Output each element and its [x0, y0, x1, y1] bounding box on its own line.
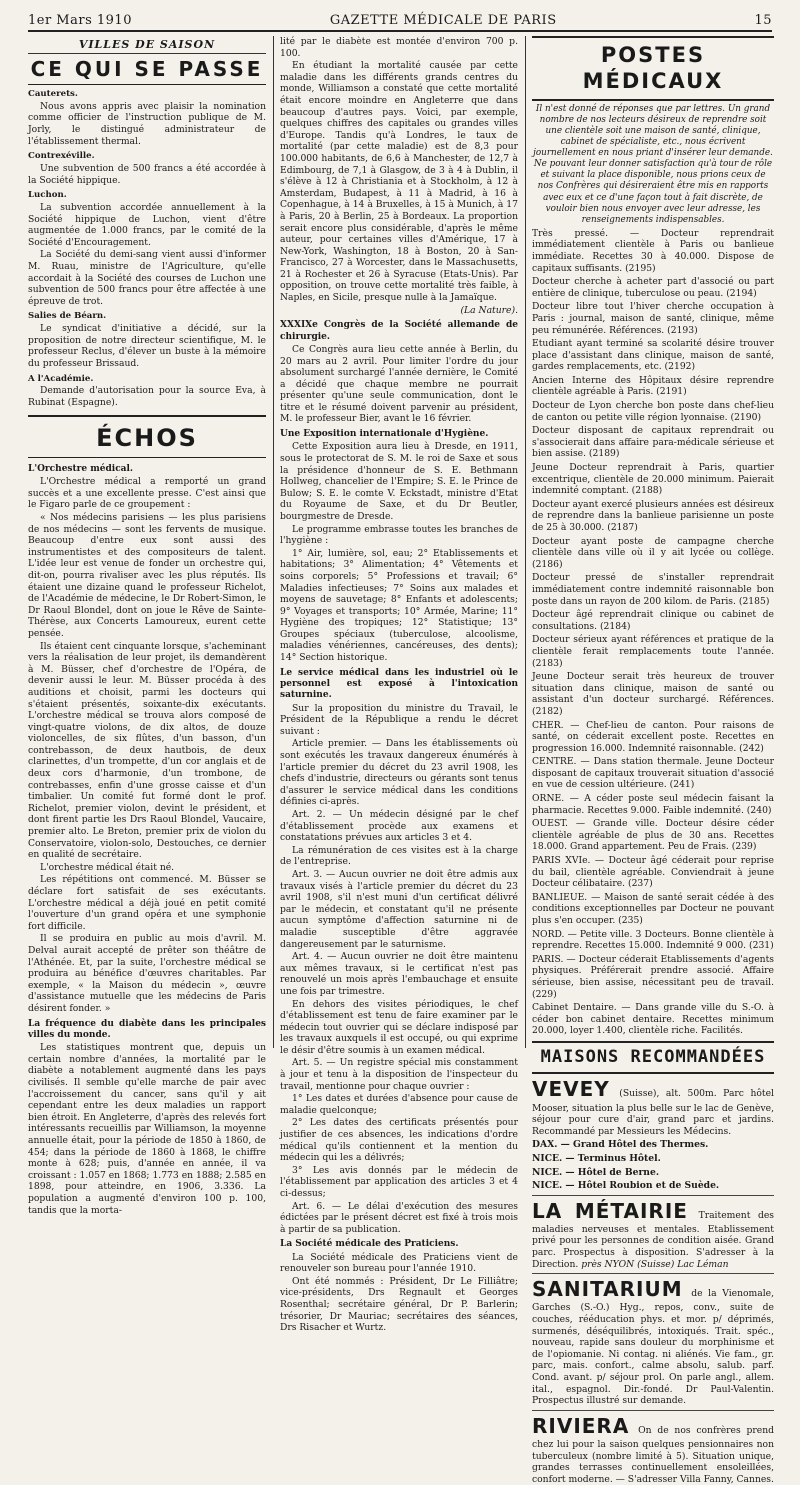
- article-heading: La Société médicale des Praticiens.: [280, 1239, 459, 1250]
- divider: [532, 1195, 774, 1196]
- paragraph: 3° Les avis donnés par le médecin de l'établissement par application des articles 3 et 4 ci-dessus;: [280, 1164, 518, 1199]
- column-left: [28, 36, 266, 1216]
- classified-ad: CENTRE. — Dans station thermale. Jeune Docteur disposant de capitaux trouverait situation d'associé en vue de cession ultérieure. (241): [532, 756, 774, 791]
- paragraph: Art. 6. — Le délai d'exécution des mesures édictées par le présent décret est fixé à trois mois à partir de sa publication.: [280, 1200, 518, 1235]
- vevey-text: (Suisse), alt. 500m. Parc hôtel Mooser, situation la plus belle sur le lac de Genève, séjour pour cure d'air, grand parc et jardins. Recommandé par Messieurs les Médecins.: [532, 1088, 774, 1137]
- paragraph: En dehors des visites périodiques, le chef d'établissement est tenu de faire examiner par le médecin tout ouvrier qui se déclare indisposé par les travaux auxquels il est occupé, ou qui exprime le désir d'être soumis à un examen médical.: [280, 998, 518, 1056]
- section-kicker: VILLES DE SAISON: [28, 38, 266, 54]
- paragraph: La subvention accordée annuellement à la Société hippique de Luchon, vient d'être augmentée de 1.000 francs, par le comité de la Société d'Encouragement.: [28, 202, 266, 248]
- nice-ad: NICE. — Hôtel de Berne.: [532, 1166, 660, 1178]
- paragraph: Il se produira en public au mois d'avril. M. Delval aurait accepté de prêter son théâtre de l'Athénée. Et, par la suite, l'orchestre médical se produira au bénéfice d'œuvres charitables. Par exemple, « la Maison du médecin », œuvre d'assistance mutuelle que les médecins de Paris désirent fonder. »: [28, 933, 266, 1014]
- paragraph: 2° Les dates des certificats présentés pour justifier de ces absences, les indications d'ordre médical qu'ils contiennent et la mention du médecin qui les a délivrés;: [280, 1117, 518, 1164]
- divider: [532, 1410, 774, 1411]
- paragraph: Ils étaient cent cinquante lorsque, s'acheminant vers la réalisation de leur projet, ils demandèrent à M. Büsser, chef d'orchestre de l'Opéra, de devenir aussi le leur. M. Büsser procéda à des auditions et choisit, parmi les docteurs qui s'étaient présentés, soixante-dix exécutants. L'orchestre médical se trouva alors composé de vingt-quatre violons, de dix altos, de douze violoncelles, de six flûtes, d'un basson, d'un contrebasson, de deux hautbois, de deux clarinettes, d'un trompette, d'un cor anglais et de deux cors d'harmonie, d'un trombone, de contrebasses, enfin d'une grosse caisse et d'un timbalier. Un comité fut formé dont le prof. Richelot, premier violon, devint le président, et dont firent partie les Drs Raoul Blondel, Vaucaire, premier alto. Le Breton, premier prix de violon du Conservatoire, violon-solo, Destouches, ce dernier en qualité de secrétaire.: [28, 640, 266, 861]
- header-rule: [28, 30, 772, 32]
- divider: [532, 1273, 774, 1274]
- paragraph: Demande d'autorisation pour la source Eva, à Rubinat (Espagne).: [28, 385, 266, 409]
- page-number: 15: [754, 13, 772, 28]
- classified-ad: Etudiant ayant terminé sa scolarité désire trouver place d'assistant dans clinique, maison de santé, gardes remplacements, etc. (2192): [532, 338, 774, 373]
- paragraph: En étudiant la mortalité causée par cette maladie dans les différents grands centres du monde, Williamson a constaté que cette mortalité était encore moindre en Angleterre que dans beaucoup d'autres pays. Voici, par exemple, quelques chiffres des capitales ou grandes villes d'Europe. Tandis qu'à Londres, le taux de mortalité (par cette maladie) est de 8,3 pour 100.000 habitants, de 6,6 à Manchester, de 12,7 à Edimbourg, de 7,1 à Glasgow, de 3 à 4 à Dublin, il s'élève à 12 à Christiania et à Stockholm, à 12 à Amsterdam, Budapest, à 11 à Madrid, à 16 à Copenhague, à 14 à Bruxelles, à 15 à Munich, à 17 à Paris, 20 à Berlin, 25 à Bordeaux. La proportion serait encore plus considérable, d'après le même auteur, pour certaines villes d'Amérique, 17 à New-York, Washington, 18 à Boston, 20 à San-Francisco, 27 à Worcester, dans le Massachusetts, 21 à Rochester et 26 à Syracuse (Etats-Unis). Par opposition, on trouve cette mortalité très faible, à Naples, en Sicile, presque nulle à la Jamaïque.: [280, 60, 518, 304]
- lametairie-place: près NYON (Suisse) Lac Léman: [581, 1258, 729, 1270]
- sanitarium-ad: [532, 1277, 774, 1407]
- classified-ad: Docteur ayant poste de campagne cherche clientèle dans ville où il y ait lycée ou collège. (2186): [532, 535, 774, 570]
- article-heading: Le service médical dans les industriel où le personnel est exposé à l'intoxication saturnine.: [280, 667, 518, 701]
- nice-ad: NICE. — Terminus Hôtel.: [532, 1152, 661, 1164]
- classified-ad: Ancien Interne des Hôpitaux désire reprendre clientèle agréable à Paris. (2191): [532, 374, 774, 398]
- article-heading: La fréquence du diabète dans les principales villes du monde.: [28, 1018, 266, 1040]
- vevey-ad: [532, 1077, 774, 1137]
- classified-ad: Cabinet Dentaire. — Dans grande ville du S.-O. à céder bon cabinet dentaire. Recettes minimum 20.000, loyer 1.400, clientèle riche. Facilités.: [532, 1002, 774, 1037]
- paragraph: Une subvention de 500 francs a été accordée à la Société hippique.: [28, 163, 266, 186]
- article-heading: XXXIXe Congrès de la Société allemande de chirurgie.: [280, 320, 518, 342]
- paragraph: Ont été nommés : Président, Dr Le Filliâtre; vice-présidents, Drs Regnault et Georges Rosenthal; secrétaire général, Dr P. Barlerin; trésorier, Dr Mauriac; secrétaires des séances, Drs Risacher et Wurtz.: [280, 1275, 518, 1334]
- classified-ad: Docteur cherche à acheter part d'associé ou part entière de clinique, tuberculose ou peau. (2194): [532, 276, 774, 299]
- dax-ad: DAX. — Grand Hôtel des Thermes.: [532, 1139, 709, 1151]
- maisons-recommandees-title: MAISONS RECOMMANDÉES: [532, 1041, 774, 1074]
- classified-ad: Jeune Docteur reprendrait à Paris, quartier excentrique, clientèle de 20.000 minimum. Paierait indemnité comptant. (2188): [532, 462, 774, 497]
- paragraph: Art. 3. — Aucun ouvrier ne doit être admis aux travaux visés à l'article premier du décret du 23 avril 1908, s'il n'est muni d'un certificat délivré par le médecin, et constatant qu'il ne présente aucun symptôme d'affection saturnine ni de maladie susceptible d'être aggravée dangereusement par le saturnisme.: [280, 868, 518, 950]
- paragraph: Nous avons appris avec plaisir la nomination comme officier de l'instruction publique de M. Jorly, le distingué administrateur de l'établissement thermal.: [28, 100, 266, 147]
- classified-ad: Docteur pressé de s'installer reprendrait immédiatement contre indemnité raisonnable bon poste dans un rayon de 200 kilom. de Paris. (2185): [532, 572, 774, 607]
- classified-ad: Jeune Docteur serait très heureux de trouver situation dans clinique, maison de santé ou assistant d'un docteur surchargé. Références. (2182): [532, 671, 774, 717]
- vevey-brand: VEVEY: [532, 1077, 610, 1102]
- paragraph: La Société du demi-sang vient aussi d'informer M. Ruau, ministre de l'Agriculture, qu'elle accordait à la Société des courses de Luchon une subvention de 500 francs pour être affectée à une épreuve de trot.: [28, 249, 266, 307]
- classified-ad: NORD. — Petite ville. 3 Docteurs. Bonne clientèle à reprendre. Recettes 15.000. Indemnité 9 000. (231): [532, 928, 774, 952]
- rubric-heading: Contrexéville.: [28, 151, 95, 162]
- column-divider: [273, 36, 274, 1048]
- paragraph: lité par le diabète est montée d'environ 700 p. 100.: [280, 36, 518, 59]
- paragraph: La Société médicale des Praticiens vient de renouveler son bureau pour l'année 1910.: [280, 1251, 518, 1275]
- classified-ad: Docteur ayant exercé plusieurs années est désireux de reprendre dans la banlieue parisienne un poste de 25 à 30.000. (2187): [532, 498, 774, 534]
- rubric-heading: A l'Académie.: [28, 373, 94, 384]
- column-right: [532, 36, 775, 1485]
- classified-ad: OUEST. — Grande ville. Docteur désire céder clientèle agréable de plus de 30 ans. Recettes 18.000. Grand appartement. Peu de Frais. (239): [532, 818, 774, 853]
- classified-ad: PARIS. — Docteur céderait Etablissements d'agents physiques. Préférerait prendre associé. Affaire sérieuse, bien assise, nécessitant peu de travail. (229): [532, 953, 774, 1000]
- paragraph: L'Orchestre médical a remporté un grand succès et a une excellente presse. C'est ainsi que le Figaro parle de ce groupement :: [28, 476, 266, 511]
- paragraph: 1° Air, lumière, sol, eau; 2° Etablissements et habitations; 3° Alimentation; 4° Vêtements et soins corporels; 5° Professions et travail; 6° Maladies infectieuses; 7° Soins aux malades et moyens de sauvetage; 8° Enfants et adolescents; 9° Voyages et transports; 10° Armée, Marine; 11° Hygiène des tropiques; 12° Statistique; 13° Groupes spéciaux (tuberculose, alcoolisme, maladies vénériennes, cancéreuses, des dents); 14° Section historique.: [280, 547, 518, 664]
- classified-ad: Docteur libre tout l'hiver cherche occupation à Paris : journal, maison de santé, clinique, même peu rémunérée. Références. (2193): [532, 301, 774, 336]
- sanitarium-brand: SANITARIUM: [532, 1277, 683, 1302]
- paragraph: « Nos médecins parisiens — les plus parisiens de nos médecins — sont les fervents de musique. Beaucoup d'entre eux sont aussi des instrumentistes et des compositeurs de talent. L'idée leur est venue de fonder un orchestre qui, dit-on, pourra rivaliser avec les plus réputés. Ils étaient une dizaine quand le professeur Richelot, de l'Académie de médecine, le Dr Robert-Simon, le Dr Raoul Blondel, dont on joue le Rêve de Sainte-Thérèse, aux Concerts Lamoureux, eurent cette pensée.: [28, 512, 266, 639]
- paragraph: Ce Congrès aura lieu cette année à Berlin, du 20 mars au 2 avril. Pour limiter l'ordre du jour absolument surchargé l'année dernière, le Comité a décidé que chaque membre ne pourrait présenter qu'une seule communication, dont le titre et le résumé doivent parvenir au président, M. le professeur Bier, avant le 16 février.: [280, 343, 518, 425]
- paragraph: Cette Exposition aura lieu à Dresde, en 1911, sous le protectorat de S. M. le roi de Saxe et sous la présidence d'honneur de S. E. Bethmann Hollweg, chancelier de l'Empire; S. E. le Prince de Bulow; S. E. le comte V. Eckstadt, ministre d'Etat du Royaume de Saxe, et du Dr Beutler, bourgmestre de Dresde.: [280, 441, 518, 522]
- paragraph: Le programme embrasse toutes les branches de l'hygiène :: [280, 523, 518, 547]
- riviera-brand: RIVIERA: [532, 1413, 630, 1438]
- issue-date: 1er Mars 1910: [28, 13, 132, 28]
- classified-ad: BANLIEUE. — Maison de santé serait cédée à des conditions exceptionnelles par Docteur ne pouvant plus s'en occuper. (235): [532, 891, 774, 927]
- rubric-heading: Cauterets.: [28, 89, 78, 100]
- riviera-ad: [532, 1414, 774, 1485]
- classified-ad: Docteur âgé reprendrait clinique ou cabinet de consultations. (2184): [532, 609, 774, 632]
- paragraph: Article premier. — Dans les établissements où sont exécutés les travaux dangereux énumérés à l'article premier du décret du 23 avril 1908, les chefs d'industrie, directeurs ou gérants sont tenus d'assurer le service médical dans les conditions définies ci-après.: [280, 738, 518, 808]
- nice-ad: NICE. — Hôtel Roubion et de Suède.: [532, 1180, 720, 1192]
- rubric-heading: Luchon.: [28, 190, 67, 201]
- paragraph: Art. 4. — Aucun ouvrier ne doit être maintenu aux mêmes travaux, si le certificat n'est pas renouvelé un mois après l'embauchage et ensuite une fois par trimestre.: [280, 951, 518, 997]
- echos-title: ÉCHOS: [28, 415, 266, 458]
- postes-intro: Il n'est donné de réponses que par lettres. Un grand nombre de nos lecteurs désireux de reprendre soit une clientèle soit une maison de santé, clinique, cabinet de spécialiste, etc., nous écrivent journellement en nous priant d'insérer leur demande. Ne pouvant leur donner satisfaction qu'à tour de rôle et suivant la place disponible, nous prions ceux de nos Confrères qui désireraient être mis en rapports avec eux et ce d'une façon tout à fait discrète, de vouloir bien nous envoyer avec leur adresse, les renseignements indispensables.: [533, 103, 773, 225]
- paragraph: La rémunération de ces visites est à la charge de l'entreprise.: [280, 844, 518, 868]
- article-heading: Une Exposition internationale d'Hygiène.: [280, 429, 489, 440]
- classified-ads-list: [532, 228, 774, 1037]
- classified-ad: Docteur sérieux ayant références et pratique de la clientèle ferait remplacements toute l'année. (2183): [532, 634, 774, 669]
- paragraph: Les statistiques montrent que, depuis un certain nombre d'années, la mortalité par le diabète a notablement augmenté dans les pays civilisés. Il semble qu'elle marche de pair avec l'accroissement du cancer, sans qu'il y ait cependant entre les deux maladies un rapport bien étroit. En Angleterre, d'après des relevés fort intéressants recueillis par Williamson, la moyenne annuelle était, pour la période de 1850 à 1860, de 454; dans la période de 1860 à 1868, le chiffre monte à 628; puis, d'année en année, il va croissant : 1.057 en 1868; 1.773 en 1888; 2.585 en 1898, pour atteindre, en 1906, 3.336. La population a augmenté d'environ 100 p. 100, tandis que la morta-: [28, 1042, 266, 1216]
- paragraph: Sur la proposition du ministre du Travail, le Président de la République a rendu le décret suivant :: [280, 702, 518, 737]
- classified-ad: ORNE. — A céder poste seul médecin faisant la pharmacie. Recettes 9.000. Faible indemnité. (240): [532, 793, 774, 816]
- rubric-heading: Salies de Béarn.: [28, 311, 107, 322]
- lametairie-brand: LA MÉTAIRIE: [532, 1198, 688, 1223]
- classified-ad: PARIS XVIe. — Docteur âgé céderait pour reprise du bail, clientèle agréable. Conviendrait à jeune Docteur célibataire. (237): [532, 855, 774, 890]
- paragraph: Le syndicat d'initiative a décidé, sur la proposition de notre directeur scientifique, M. le professeur Reclus, d'élever un buste à la mémoire du professeur Brissaud.: [28, 323, 266, 370]
- journal-title: GAZETTE MÉDICALE DE PARIS: [329, 13, 557, 28]
- riviera-text: On de nos confrères prend chez lui pour la saison quelques pensionnaires non tuberculeux (nombre limité à 5). Situation unique, grandes terrasses continuellement ensoleillées, confort moderne. — S'adresser Villa Fanny, Cannes.: [532, 1424, 774, 1485]
- lametairie-ad: [532, 1199, 774, 1271]
- lametairie-text: Traitement des maladies nerveuses et mentales. Etablissement privé pour les personnes de condition aisée. Grand parc. Prospectus à disposition. S'adresser à la Direction.: [532, 1209, 775, 1270]
- classified-ad: Docteur disposant de capitaux reprendrait ou s'associerait dans affaire para-médicale sérieuse et bien assise. (2189): [532, 425, 774, 460]
- page-header: [28, 6, 772, 28]
- classified-ad: Très pressé. — Docteur reprendrait immédiatement clientèle à Paris ou banlieue immédiate. Recettes 30 à 40.000. Dispose de capitaux suffisants. (2195): [532, 227, 774, 274]
- section-title: CE QUI SE PASSE: [28, 57, 266, 85]
- paragraph: Art. 5. — Un registre spécial mis constamment à jour et tenu à la disposition de l'inspecteur du travail, mentionne pour chaque ouvrier :: [280, 1057, 518, 1092]
- paragraph: Les répétitions ont commencé. M. Büsser se déclare fort satisfait de ses exécutants. L'orchestre médical a déjà joué en petit comité l'ouverture d'un grand opéra et une symphonie fort difficile.: [28, 874, 266, 932]
- article-heading: L'Orchestre médical.: [28, 463, 134, 474]
- paragraph: Art. 2. — Un médecin désigné par le chef d'établissement procède aux examens et constatations prévues aux articles 3 et 4.: [280, 809, 518, 844]
- source-citation: (La Nature).: [460, 304, 518, 316]
- sanitarium-text: de la Vienomale, Garches (S.-O.) Hyg., repos, conv., suite de couches, rééducation phys. et mor. p/ déprimés, surmenés, déséquilibrés, intoxiqués. Trait. spéc., nouveau, rapide sans douleur du morphinisme et de l'opiomanie. Ni contag. ni aliénés. Vie fam., gr. parc, mais. confort., calme absolu, salub. parf. Cond. avant. p/ séjour prol. On parle angl., allem. ital., espagnol. Dir.-fondé. Dr Paul-Valentin. Prospectus illustré sur demande.: [532, 1288, 775, 1407]
- postes-medicaux-title: POSTES MÉDICAUX: [532, 36, 774, 101]
- classified-ad: Docteur de Lyon cherche bon poste dans chef-lieu de canton ou petite ville région lyonnaise. (2190): [532, 400, 774, 423]
- column-divider: [525, 36, 526, 1048]
- paragraph: 1° Les dates et durées d'absence pour cause de maladie quelconque;: [280, 1093, 518, 1116]
- paragraph: L'orchestre médical était né.: [40, 861, 175, 873]
- column-middle: [280, 36, 518, 1334]
- classified-ad: CHER. — Chef-lieu de canton. Pour raisons de santé, on céderait excellent poste. Recettes en progression 16.000. Indemnité raisonnable. (242): [532, 719, 774, 754]
